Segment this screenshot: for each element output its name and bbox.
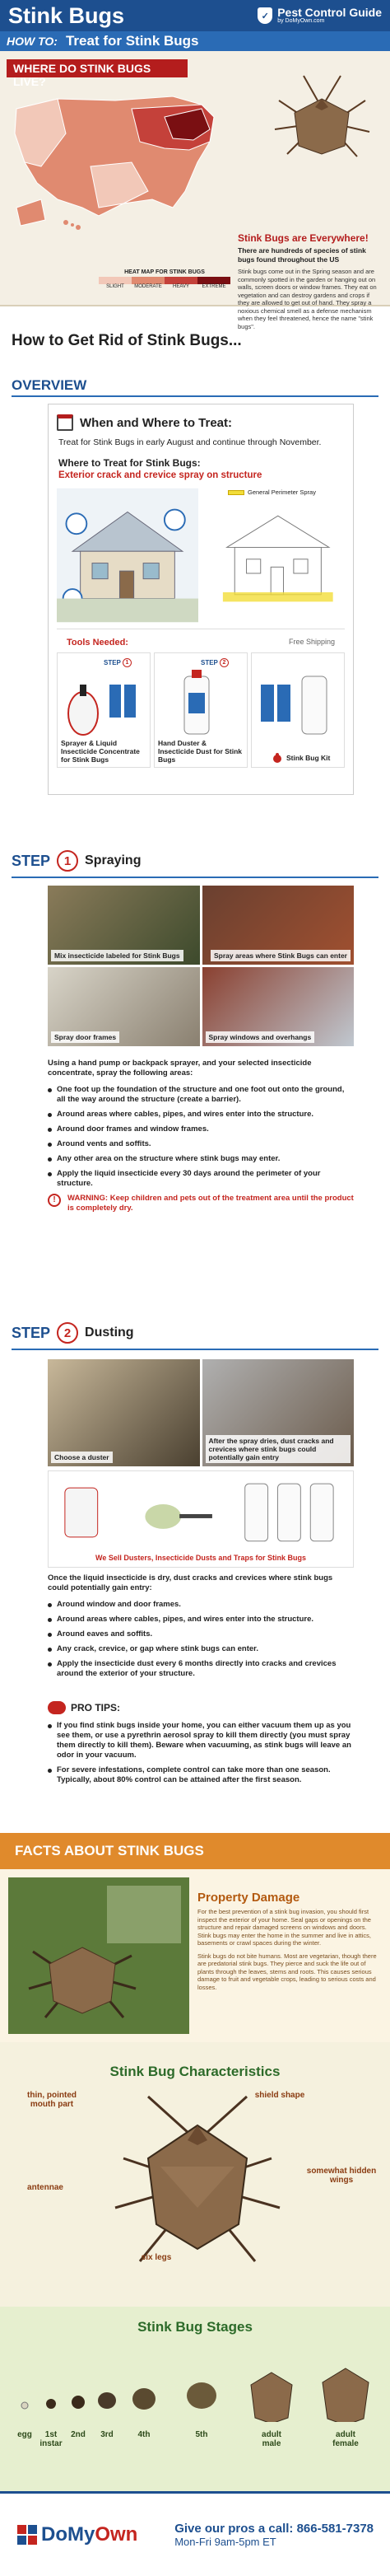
step2-photo-caption: After the spray dries, dust cracks and crevices where stink bugs could potentially gain entry bbox=[206, 1435, 351, 1463]
overview-box bbox=[48, 404, 354, 795]
perimeter-legend bbox=[228, 489, 316, 496]
stage-label: egg bbox=[17, 2430, 32, 2439]
brand[interactable] bbox=[258, 7, 382, 25]
shield-icon: ✓ bbox=[258, 7, 272, 24]
howto-title: Treat for Stink Bugs bbox=[65, 33, 199, 49]
where-banner: WHERE DO STINK BUGS LIVE? bbox=[7, 59, 188, 77]
list-item: Around eaves and soffits. bbox=[48, 1629, 354, 1639]
house-perimeter-diagram bbox=[203, 485, 345, 625]
label-legs: six legs bbox=[141, 2253, 172, 2262]
tools-label: Tools Needed: bbox=[67, 638, 128, 648]
logo-text-left: DoMy bbox=[41, 2523, 95, 2546]
label-shield: shield shape bbox=[254, 2091, 305, 2100]
step1-rule bbox=[12, 877, 378, 878]
heat-legend bbox=[99, 269, 230, 289]
stage-label: 3rd bbox=[100, 2430, 114, 2439]
label-antennae: antennae bbox=[27, 2183, 63, 2192]
step2-rule bbox=[12, 1349, 378, 1350]
label-mouth: thin, pointed mouth part bbox=[27, 2091, 77, 2109]
facts-banner bbox=[0, 1833, 390, 1869]
free-shipping-badge[interactable]: Free Shipping bbox=[288, 638, 335, 646]
logo-text-right: Own bbox=[95, 2523, 138, 2546]
call-hours: Mon-Fri 9am-5pm ET bbox=[174, 2536, 276, 2548]
us-heat-map bbox=[8, 84, 230, 232]
tool-kit[interactable] bbox=[251, 652, 345, 768]
list-item: Around vents and soffits. bbox=[48, 1139, 354, 1149]
protips bbox=[48, 1701, 354, 1790]
step2-photo-grid bbox=[48, 1359, 354, 1466]
step2-instructions bbox=[48, 1573, 354, 1684]
facts-title: FACTS ABOUT STINK BUGS bbox=[15, 1843, 204, 1858]
tool-step-num: 1 bbox=[123, 658, 132, 667]
tool-step-word: STEP bbox=[201, 659, 218, 666]
heat-swatch bbox=[99, 277, 132, 284]
overview-rule bbox=[12, 395, 378, 397]
tool-kit-caption-wrap bbox=[272, 752, 341, 764]
house-perimeter-svg bbox=[203, 485, 345, 625]
when-sub: Treat for Stink Bugs in early August and continue through November. bbox=[58, 437, 322, 447]
label-wings: somewhat hidden wings bbox=[306, 2167, 377, 2185]
footer bbox=[0, 2491, 390, 2576]
step1-photo-caption: Spray areas where Stink Bugs can enter bbox=[211, 950, 351, 961]
step2-intro: Once the liquid insecticide is dry, dust cracks and crevices where stink bugs could potentially gain entry: bbox=[48, 1573, 333, 1592]
list-item: Around areas where cables, pipes, and wires enter into the structure. bbox=[48, 1110, 354, 1120]
step2-num: 2 bbox=[57, 1322, 78, 1344]
bug-anatomy-diagram bbox=[74, 2084, 321, 2282]
step1-title bbox=[12, 850, 141, 872]
step1-warning bbox=[48, 1194, 354, 1213]
list-item: Around areas where cables, pipes, and wires enter into the structure. bbox=[48, 1615, 354, 1625]
step2-title bbox=[12, 1322, 134, 1344]
where-treat-red: Exterior crack and crevice spray on structure bbox=[58, 470, 262, 480]
step1-photo-caption: Spray windows and overhangs bbox=[206, 1031, 315, 1043]
call-info[interactable] bbox=[174, 2522, 374, 2548]
bug-stages-diagram bbox=[0, 2348, 390, 2422]
stage-label: 1st instar bbox=[39, 2430, 63, 2448]
list-item: Around door frames and window frames. bbox=[48, 1124, 354, 1134]
bug-on-leaf-photo bbox=[8, 1877, 189, 2034]
step1-warning-text: WARNING: Keep children and pets out of the treatment area until the product is completely dry. bbox=[67, 1194, 354, 1213]
stage-label: 2nd bbox=[71, 2430, 86, 2439]
list-item: Any other area on the structure where stink bugs may enter. bbox=[48, 1154, 354, 1164]
step2-products[interactable] bbox=[48, 1470, 354, 1568]
step1-photo-windows bbox=[202, 967, 355, 1046]
sprayer-icon bbox=[58, 668, 150, 742]
list-item: Around window and door frames. bbox=[48, 1600, 354, 1610]
step1-instructions bbox=[48, 1059, 354, 1213]
step1-word: STEP bbox=[12, 852, 51, 869]
property-damage-title: Property Damage bbox=[197, 1891, 300, 1905]
tool-sprayer[interactable] bbox=[57, 652, 151, 768]
property-damage-paragraph: For the best prevention of a stink bug invasion, you should first inspect the exterior of your home. Seal gaps or openings on the structure and repair damaged screens on windows and doors. Stink bugs may enter the home in the summer and live in attics, basements or crawl spaces during the winter. bbox=[197, 1908, 371, 1947]
step1-intro: Using a hand pump or backpack sprayer, and your selected insecticide concentrate, spray the following areas: bbox=[48, 1059, 312, 1078]
pro-tips-icon bbox=[48, 1701, 66, 1714]
list-item: Apply the liquid insecticide every 30 days around the perimeter of your structure. bbox=[48, 1169, 354, 1189]
stage-label: 4th bbox=[137, 2430, 151, 2439]
warning-icon: ! bbox=[48, 1194, 61, 1207]
brand-sub: by DoMyOwn.com bbox=[277, 18, 325, 24]
page-title: Stink Bugs bbox=[8, 2, 125, 28]
stage-label: adult male bbox=[262, 2430, 281, 2448]
when-title: When and Where to Treat: bbox=[80, 415, 233, 430]
stink-bug-photo bbox=[258, 68, 382, 166]
kit-icon bbox=[252, 668, 344, 742]
step1-name: Spraying bbox=[85, 853, 142, 867]
step1-photo-areas bbox=[202, 886, 355, 965]
perimeter-swatch bbox=[228, 490, 244, 495]
domyown-logo[interactable] bbox=[16, 2523, 137, 2546]
heat-legend-title: HEAT MAP FOR STINK BUGS bbox=[124, 269, 205, 275]
tool-step-badge bbox=[201, 658, 229, 667]
stage-label: 5th bbox=[195, 2430, 208, 2439]
tool-sprayer-caption: Sprayer & Liquid Insecticide Concentrate for Stink Bugs bbox=[61, 739, 140, 764]
tool-duster[interactable] bbox=[154, 652, 248, 768]
step1-photo-caption: Mix insecticide labeled for Stink Bugs bbox=[51, 950, 183, 961]
logo-text bbox=[41, 2523, 137, 2546]
step2-name: Dusting bbox=[85, 1325, 134, 1339]
sell-banner[interactable]: We Sell Dusters, Insecticide Dusts and Traps for Stink Bugs bbox=[95, 1554, 306, 1562]
characteristics-title: Stink Bug Characteristics bbox=[109, 2064, 281, 2079]
duster-products-icon bbox=[49, 1471, 353, 1550]
brand-name: Pest Control Guide bbox=[277, 6, 382, 19]
step1-photo-mix bbox=[48, 886, 200, 965]
property-damage-body bbox=[197, 1908, 380, 1996]
everywhere-bold: There are hundreds of species of stink bugs found throughout the US bbox=[238, 246, 366, 264]
step2-word: STEP bbox=[12, 1324, 51, 1341]
heat-legend-keys bbox=[99, 284, 230, 289]
stages-title: Stink Bug Stages bbox=[137, 2319, 253, 2335]
step1-photo-grid bbox=[48, 886, 354, 1046]
heat-level-label: HEAVY bbox=[173, 284, 189, 289]
heat-level-label: EXTREME bbox=[202, 284, 226, 289]
duster-icon bbox=[155, 668, 247, 742]
list-item: One foot up the foundation of the structure and one foot out onto the ground, all the way around the structure (create a barrier). bbox=[48, 1085, 354, 1105]
tool-step-word: STEP bbox=[104, 659, 121, 666]
heat-swatch bbox=[165, 277, 197, 284]
logo-mark-icon bbox=[16, 2524, 38, 2546]
perimeter-legend-label: General Perimeter Spray bbox=[248, 489, 316, 496]
list-item: For severe infestations, complete control can take more than one season. Typically, about 80% control can be attained after the first season. bbox=[48, 1765, 354, 1785]
tool-kit-caption: Stink Bug Kit bbox=[286, 754, 331, 762]
bug-icon bbox=[272, 752, 283, 764]
overview-label: OVERVIEW bbox=[12, 377, 87, 393]
howto-label: HOW TO: bbox=[7, 35, 58, 48]
heat-legend-bar bbox=[99, 277, 230, 284]
tool-step-num: 2 bbox=[220, 658, 229, 667]
everywhere-body: Stink bugs come out in the Spring season and are commonly spotted in the garden or hanging out on walls, screen doors or window frames. They eat on vegetation and can destroy gardens and crops if they are allowed to get out of hand. They spray a noxious chemical smell as a defense mechanism when they feel threatened, hence the name "stink bugs". bbox=[238, 268, 377, 330]
step2-photo-caption: Choose a duster bbox=[51, 1452, 113, 1463]
tool-step-badge bbox=[104, 658, 132, 667]
list-item: Any crack, crevice, or gap where stink bugs can enter. bbox=[48, 1644, 354, 1654]
property-damage-paragraph: Stink bugs do not bite humans. Most are vegetarian, though there are predatorial stink bugs. They pierce and suck the life out of plants through the leaves, stems and roots. This causes serious damage to fruit and vegetable crops, leading to serious costs and losses. bbox=[197, 1952, 377, 1991]
house-crack-diagram bbox=[57, 485, 198, 625]
how-get-rid-heading: How to Get Rid of Stink Bugs... bbox=[12, 332, 242, 349]
heat-swatch bbox=[197, 277, 230, 284]
pro-tips-label: PRO TIPS: bbox=[71, 1702, 121, 1713]
where-treat-title: Where to Treat for Stink Bugs: bbox=[58, 457, 201, 469]
header-bar bbox=[0, 0, 390, 31]
step1-photo-doors bbox=[48, 967, 200, 1046]
where-section bbox=[0, 51, 390, 330]
everywhere-title: Stink Bugs are Everywhere! bbox=[238, 232, 369, 244]
list-item: Apply the insecticide dust every 6 months directly into cracks and crevices around the exterior of your structure. bbox=[48, 1659, 354, 1679]
step2-photo-duster bbox=[48, 1359, 200, 1466]
heat-swatch bbox=[132, 277, 165, 284]
howto-bar bbox=[0, 31, 390, 51]
stage-label: adult female bbox=[332, 2430, 359, 2448]
step1-photo-caption: Spray door frames bbox=[51, 1031, 119, 1043]
tool-duster-caption: Hand Duster & Insecticide Dust for Stink Bugs bbox=[158, 739, 243, 764]
calendar-icon bbox=[57, 414, 73, 431]
step2-photo-dust bbox=[202, 1359, 355, 1466]
heat-level-label: SLIGHT bbox=[106, 284, 124, 289]
step1-num: 1 bbox=[57, 850, 78, 872]
list-item: If you find stink bugs inside your home, you can either vacuum them up as you see them, or use a pyrethrin aerosol spray to kill them directly (you must spray them directly to kill them). Beware when vacuuming, as stink bugs will leave an odor in your vacuum. bbox=[48, 1721, 354, 1760]
everywhere-panel bbox=[238, 232, 382, 330]
heat-level-label: MODERATE bbox=[134, 284, 162, 289]
call-phone[interactable]: Give our pros a call: 866-581-7378 bbox=[174, 2522, 374, 2536]
